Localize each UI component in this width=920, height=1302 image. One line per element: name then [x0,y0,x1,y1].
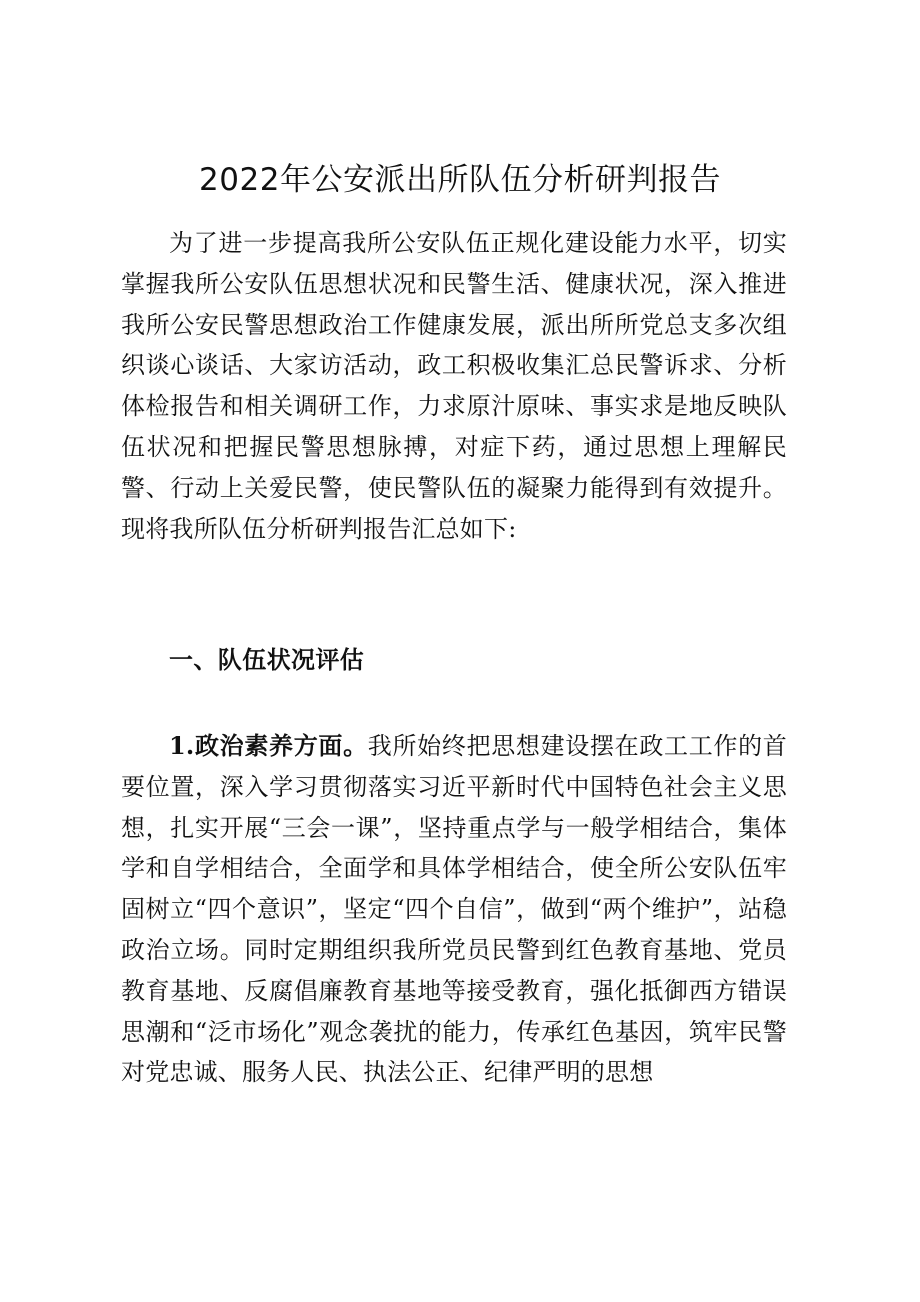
intro-paragraph: 为了进一步提高我所公安队伍正规化建设能力水平，切实掌握我所公安队伍思想状况和民警生活、健康状况，深入推进我所公安民警思想政治工作健康发展，派出所所党总支多次组织谈心谈话、大家访活动，政工积极收集汇总民警诉求、分析体检报告和相关调研工作，力求原汁原味、事实求是地反映队伍状况和把握民警思想脉搏，对症下药，通过思想上理解民警、行动上关爱民警，使民警队伍的凝聚力能得到有效提升。现将我所队伍分析研判报告汇总如下: [121,229,787,543]
document-title: 2022年公安派出所队伍分析研判报告 [199,162,721,198]
item-1-lead: 1.政治素养方面。 [169,731,368,760]
item-1-body: 我所始终把思想建设摆在政工工作的首要位置，深入学习贯彻落实习近平新时代中国特色社会主义思想，扎实开展“三会一课”，坚持重点学与一般学相结合，集体学和自学相结合，全面学和具体学相结合，使全所公安队伍牢固树立“四个意识”，坚定“四个自信”，做到“两个维护”，站稳政治立场。同时定期组织我所党员民警到红色教育基地、党员教育基地、反腐倡廉教育基地等接受教育，强化抵御西方错误思潮和“泛市场化”观念袭扰的能力，传承红色基因，筑牢民警对党忠诚、服务人民、执法公正、纪律严明的思想 [121,732,787,1087]
section-heading: 一、队伍状况评估 [169,645,365,674]
section-1-paragraph [121,726,787,1093]
